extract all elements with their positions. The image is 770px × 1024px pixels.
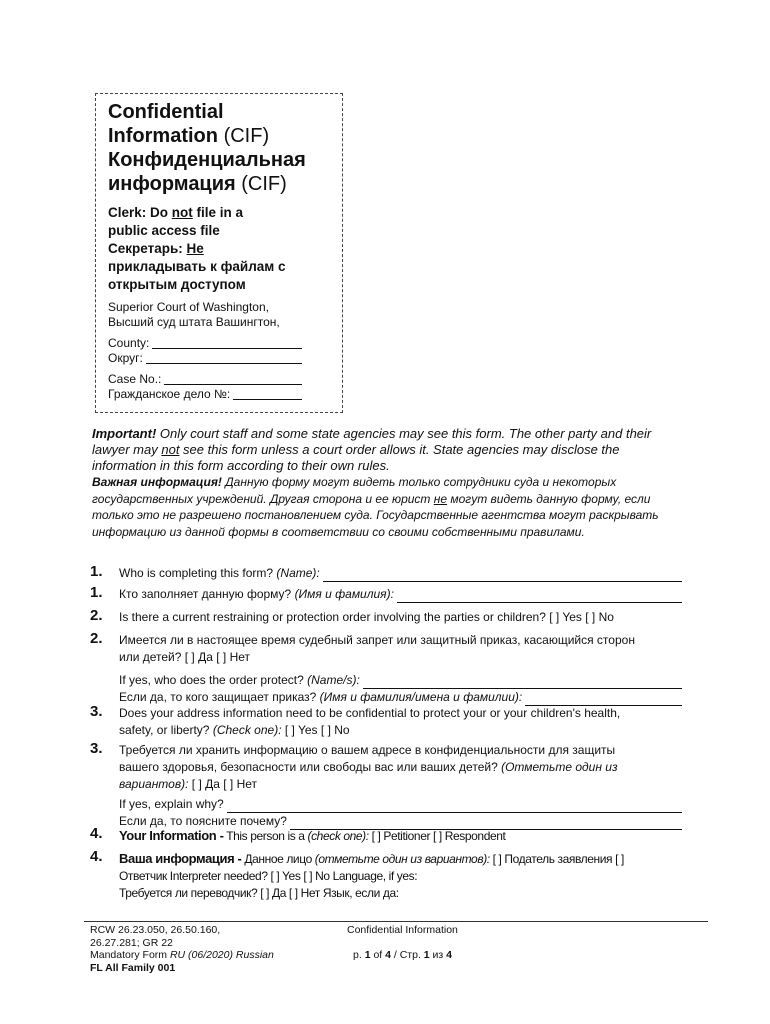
q1-number: 1. (90, 563, 103, 580)
county-field[interactable] (108, 336, 342, 366)
county-ru-input[interactable] (146, 351, 302, 364)
question-1-en (90, 565, 682, 582)
footer-left (90, 924, 274, 974)
title-ru (108, 148, 342, 196)
clerk-ru-1: Секретарь: (108, 241, 187, 256)
question-3-en (90, 705, 682, 739)
q3-ru-options[interactable]: [ ] Да [ ] Нет (188, 777, 258, 791)
q3-en-options[interactable]: [ ] Yes [ ] No (281, 723, 350, 737)
important-notice-en (92, 426, 682, 474)
q4-ru-label: Ваша информация - (119, 851, 242, 866)
clerk-note-ru (108, 240, 288, 294)
footer-form-id: FL All Family 001 (90, 961, 176, 974)
important-notice-ru (92, 474, 682, 540)
q3-ru-hint-2: вариантов): (119, 777, 189, 791)
title-ru-line2: информация (108, 173, 236, 195)
q3-ru-number: 3. (90, 740, 103, 757)
q3-ru-2: вашего здоровья, безопасности или свободы вас или ваших детей? (119, 760, 498, 774)
q2-if-ru: Если да, то кого защищает приказ? (119, 690, 317, 704)
clerk-en-1: Clerk: Do (108, 205, 172, 220)
q2-ru-text-2[interactable]: или детей? [ ] Да [ ] Нет (119, 650, 251, 664)
court-en: Superior Court of Washington, (108, 300, 269, 314)
footer-rcw-2: 26.27.281; GR 22 (90, 936, 173, 949)
page-str: / Стр. (390, 948, 424, 961)
q1-ru-name-input[interactable] (397, 590, 682, 603)
page-p: p. (353, 948, 365, 961)
q4-ru-1: Данное лицо (241, 852, 315, 866)
q2-number: 2. (90, 607, 103, 624)
q2-if-en: If yes, who does the order protect? (119, 673, 304, 687)
page-cur-ru: 1 (423, 948, 430, 961)
question-1-ru (90, 586, 682, 603)
q4-number: 4. (90, 825, 103, 842)
q4-en-options[interactable]: [ ] Petitioner [ ] Respondent (368, 829, 506, 843)
important-ru-1: Данную форму могут видеть только сотрудники суда и некоторых государственных учреждений. Другая сторона и ее юрист (92, 475, 617, 506)
question-4-ru (90, 850, 682, 902)
q1-en-hint: (Name): (276, 566, 320, 580)
important-label-ru: Важная информация! (92, 475, 222, 489)
q3-if-en: If yes, explain why? (119, 797, 224, 811)
clerk-note-en (108, 204, 268, 240)
q1-ru-hint: (Имя и фамилия): (294, 587, 394, 601)
important-label-en: Important! (92, 426, 157, 441)
q3-ru-hint-1: (Отметьте один из (501, 760, 618, 774)
q1-name-input[interactable] (323, 569, 682, 582)
clerk-ru-2: прикладывать к файлам с открытым доступом (108, 259, 286, 292)
important-en-not: not (161, 442, 180, 457)
footer-mandatory-1: Mandatory Form (90, 949, 170, 961)
case-field[interactable] (108, 372, 342, 402)
footer-rcw-1: RCW 26.23.050, 26.50.160, (90, 924, 221, 936)
clerk-ru-not: Не (186, 241, 204, 256)
q3-ru-text-2 (119, 759, 682, 776)
clerk-en-2: file in a public access file (108, 205, 244, 238)
q3-ru-text-3[interactable] (119, 776, 682, 793)
q3-number: 3. (90, 703, 103, 720)
page-iz: из (429, 948, 447, 961)
q1-en-text: Who is completing this form? (119, 566, 274, 580)
q4-en-hint: (check one): (307, 829, 369, 843)
q4-ru-line[interactable] (119, 850, 682, 868)
case-en-label: Case No.: (108, 372, 162, 386)
important-ru-not: не (433, 491, 448, 506)
q2-ru-number: 2. (90, 630, 103, 647)
important-en-1: Only court staff and some state agencies may see this form. The other party and their lawyer may (92, 426, 652, 457)
footer-center (347, 924, 458, 961)
q3-en-hint: (Check one): (212, 723, 282, 737)
page-tot: 4 (385, 948, 391, 961)
q3-en-2: safety, or liberty? (119, 723, 210, 737)
q3-en-text-2[interactable] (119, 722, 682, 739)
q2-protected-input[interactable] (363, 676, 682, 689)
case-input[interactable] (164, 372, 302, 385)
q1-ru-text: Кто заполняет данную форму? (119, 587, 292, 601)
q2-if-ru-hint: (Имя и фамилия/имена и фамилии): (319, 690, 523, 704)
title-ru-line1: Конфиденциальная (108, 149, 306, 171)
q1-ru-number: 1. (90, 584, 103, 601)
title-en-line1: Confidential (108, 101, 224, 123)
footer-page-number (353, 949, 458, 962)
q4-ru-options[interactable]: [ ] Податель заявления [ ] (489, 852, 624, 866)
cif-box (95, 93, 343, 413)
footer-divider (84, 921, 708, 922)
county-ru-label: Округ: (108, 351, 143, 365)
case-ru-input[interactable] (233, 387, 302, 400)
q2-en-text[interactable]: Is there a current restraining or protection order involving the parties or children? [ ] Yes [ ] No (119, 610, 614, 624)
q4-ru-hint: (отметьте один из вариантов): (314, 852, 490, 866)
q4-en-line[interactable] (119, 827, 682, 845)
county-input[interactable] (152, 336, 302, 349)
title-en-abbr: (CIF) (223, 125, 270, 147)
q3-if-ru: Если да, то поясните почему? (119, 814, 287, 828)
q3-ru-text-1: Требуется ли хранить информацию о вашем адресе в конфиденциальности для защиты (119, 743, 616, 757)
important-en-2: see this form unless a court order allows it. State agencies may disclose the information in this form according to their own rules. (92, 442, 620, 473)
clerk-en-not: not (171, 205, 193, 220)
footer-mandatory-2: RU (06/2020) Russian (169, 949, 274, 961)
q4-en-1: This person is a (223, 829, 308, 843)
court-name (108, 300, 342, 330)
page-of: of (370, 948, 386, 961)
q4-interpreter-ru[interactable]: Требуется ли переводчик? [ ] Да [ ] Нет Язык, если да: (119, 886, 399, 900)
q2-ru-text-1: Имеется ли в настоящее время судебный запрет или защитный приказ, касающийся сторон (119, 633, 635, 647)
court-ru: Высший суд штата Вашингтон, (108, 315, 280, 329)
page-cur: 1 (364, 948, 371, 961)
question-3-ru (90, 742, 682, 830)
q4-ru-number: 4. (90, 848, 103, 865)
question-4-en (90, 827, 682, 845)
county-en-label: County: (108, 336, 150, 350)
q4-en-label: Your Information - (119, 828, 224, 843)
question-2-en (90, 609, 682, 626)
q2-if-en-hint: (Name/s): (307, 673, 360, 687)
q3-explain-input[interactable] (227, 800, 682, 813)
title-en (108, 100, 342, 148)
q3-en-text-1: Does your address information need to be confidential to protect your or your children's health, (119, 706, 621, 720)
case-ru-label: Гражданское дело №: (108, 387, 231, 401)
q4-interpreter-en[interactable]: Ответчик Interpreter needed? [ ] Yes [ ] No Language, if yes: (119, 869, 418, 883)
question-2-ru (90, 632, 682, 706)
important-ru-2: могут видеть данную форму, если только это не разрешено постановлением суда. Государственные агентства могут раскрывать информацию из данной формы в соответствии со своими собственными правилами. (92, 491, 659, 539)
title-en-line2: Information (108, 125, 218, 147)
title-ru-abbr: (CIF) (241, 173, 287, 195)
page-tot-ru: 4 (446, 948, 452, 961)
footer-center-title: Confidential Information (347, 924, 458, 936)
